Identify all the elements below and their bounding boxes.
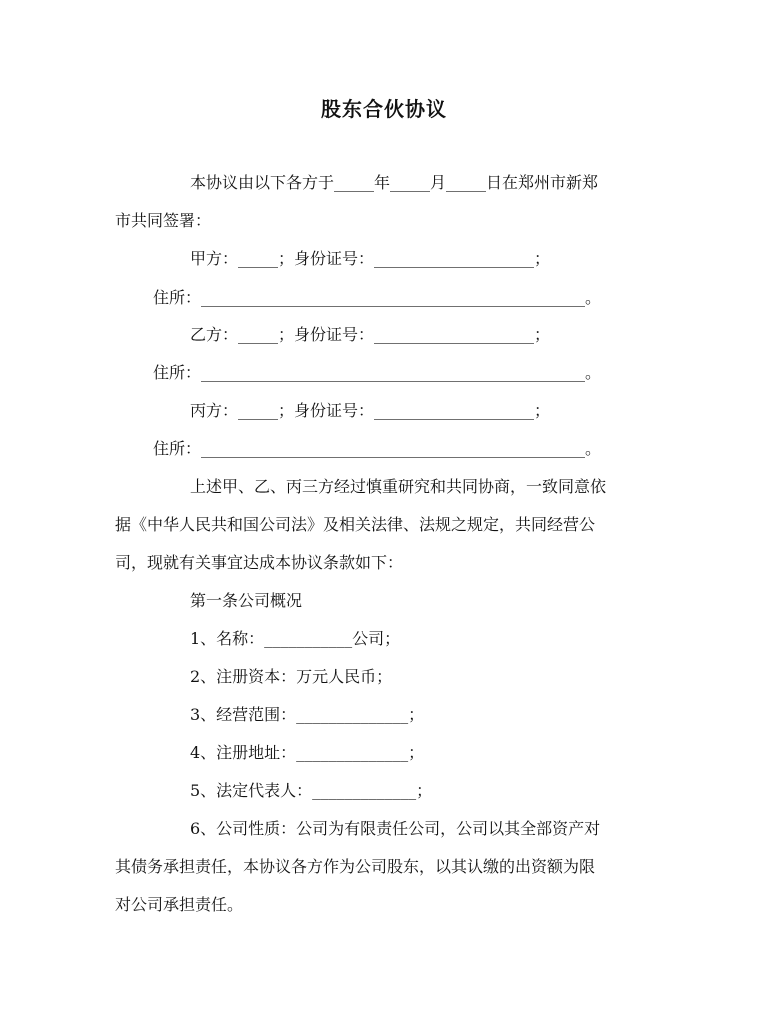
party-a-line: 甲方：_____；身份证号：____________________； <box>190 249 551 268</box>
party-b-line: 乙方：_____；身份证号：____________________； <box>190 325 551 344</box>
party-c-address: 住所：________________________________________________。 <box>153 439 602 458</box>
article-1-heading: 第一条公司概况 <box>190 591 303 610</box>
item-name: 1、名称：___________公司； <box>190 629 401 648</box>
preamble-line-3: 司，现就有关事宜达成本协议条款如下： <box>115 553 404 572</box>
item-nature-line-3: 对公司承担责任。 <box>115 895 244 914</box>
item-nature-line-2: 其债务承担责任，本协议各方作为公司股东，以其认缴的出资额为限 <box>115 857 596 876</box>
intro-line-2: 市共同签署： <box>115 211 212 230</box>
item-scope: 3、经营范围：______________； <box>190 705 425 724</box>
party-a-address: 住所：________________________________________________。 <box>153 288 602 307</box>
party-b-address: 住所：________________________________________________。 <box>153 363 602 382</box>
document-title: 股东合伙协议 <box>321 97 447 121</box>
item-capital: 2、注册资本：万元人民币； <box>190 667 393 686</box>
party-c-line: 丙方：_____；身份证号：____________________； <box>190 401 551 420</box>
preamble-line-1: 上述甲、乙、丙三方经过慎重研究和共同协商，一致同意依 <box>190 477 607 496</box>
item-nature-line-1: 6、公司性质：公司为有限责任公司，公司以其全部资产对 <box>190 819 601 838</box>
item-address: 4、注册地址：______________； <box>190 743 425 762</box>
intro-line-1: 本协议由以下各方于_____年_____月_____日在郑州市新郑 <box>190 173 599 192</box>
item-representative: 5、法定代表人：_____________； <box>190 781 433 800</box>
preamble-line-2: 据《中华人民共和国公司法》及相关法律、法规之规定，共同经营公 <box>115 515 596 534</box>
